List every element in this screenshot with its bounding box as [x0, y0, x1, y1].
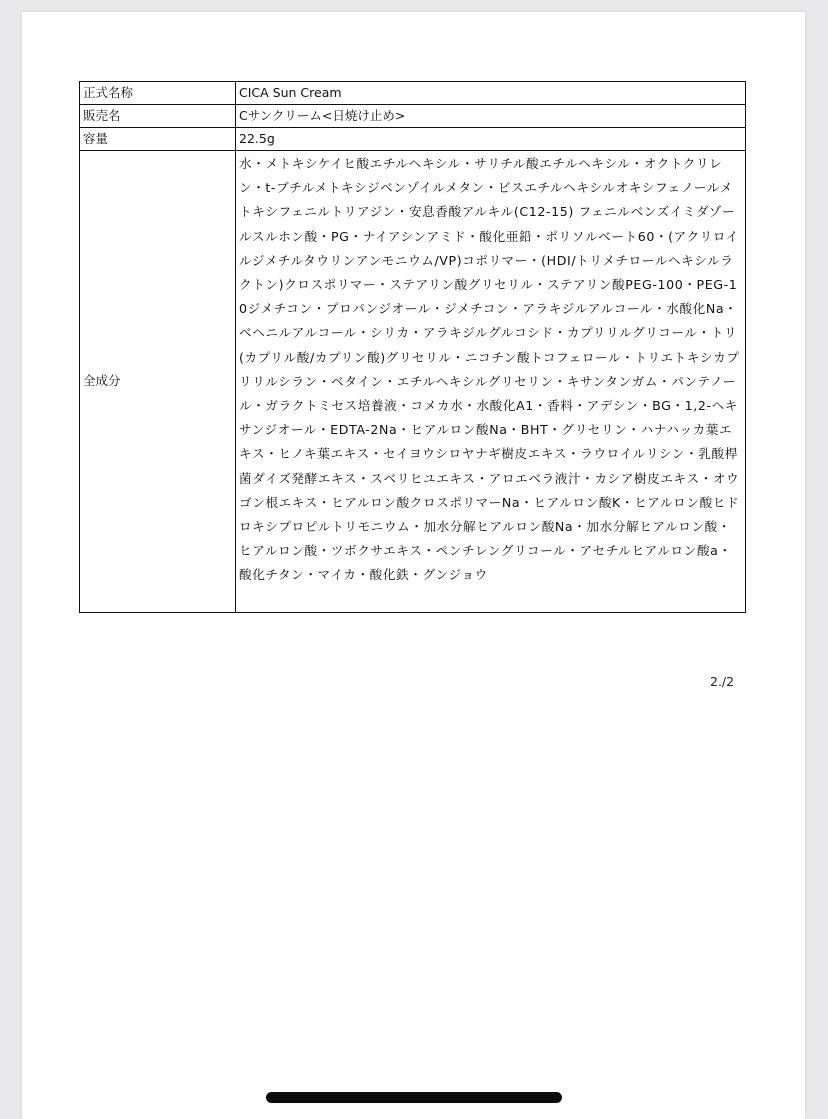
page-number: 2./2	[710, 674, 735, 689]
sales-name-label: 販売名	[80, 105, 236, 128]
ingredients-label: 全成分	[80, 151, 236, 613]
table-row	[80, 151, 746, 613]
sales-name-value: Cサンクリーム<日焼け止め>	[236, 105, 746, 128]
product-info-table	[79, 81, 746, 613]
official-name-label: 正式名称	[80, 82, 236, 105]
table-row	[80, 82, 746, 105]
official-name-value: CICA Sun Cream	[236, 82, 746, 105]
table-row	[80, 128, 746, 151]
table-row	[80, 105, 746, 128]
document-page	[22, 12, 805, 1119]
ingredients-value: 水・メトキシケイヒ酸エチルヘキシル・サリチル酸エチルヘキシル・オクトクリレン・t-ブチルメトキシジベンゾイルメタン・ビスエチルヘキシルオキシフェノールメトキシフェニルトリアジン・安息香酸アルキル(C12-15) フェニルベンズイミダゾールスルホン酸・PG・ナイアシンアミド・酸化亜鉛・ポリソルベート60・(アクリロイルジメチルタウリンアンモニウム/VP)コポリマー・(HDI/トリメチロールヘキシルラクトン)クロスポリマー・ステアリン酸グリセリル・ステアリン酸PEG-100・PEG-10ジメチコン・プロパンジオール・ジメチコン・アラキジルアルコール・水酸化Na・ベヘニルアルコール・シリカ・アラキジルグルコシド・カプリリルグリコール・トリ(カプリル酸/カプリン酸)グリセリル・ニコチン酸トコフェロール・トリエトキシカプリリルシラン・ベタイン・エチルヘキシルグリセリン・キサンタンガム・パンテノール・ガラクトミセス培養液・コメカ水・水酸化A1・香料・アデシン・BG・1,2-ヘキサンジオール・EDTA-2Na・ヒアルロン酸Na・BHT・グリセリン・ハナハッカ葉エキス・ヒノキ葉エキス・セイヨウシロヤナギ樹皮エキス・ラウロイルリシン・乳酸桿菌ダイズ発酵エキス・スベリヒユエキス・アロエベラ液汁・カシア樹皮エキス・オウゴン根エキス・ヒアルロン酸クロスポリマーNa・ヒアルロン酸K・ヒアルロン酸ヒドロキシプロピルトリモニウム・加水分解ヒアルロン酸Na・加水分解ヒアルロン酸・ヒアルロン酸・ツボクサエキス・ペンチレングリコール・アセチルヒアルロン酸a・酸化チタン・マイカ・酸化鉄・グンジョウ	[236, 151, 746, 613]
capacity-label: 容量	[80, 128, 236, 151]
home-indicator-bar[interactable]	[266, 1092, 562, 1103]
capacity-value: 22.5g	[236, 128, 746, 151]
